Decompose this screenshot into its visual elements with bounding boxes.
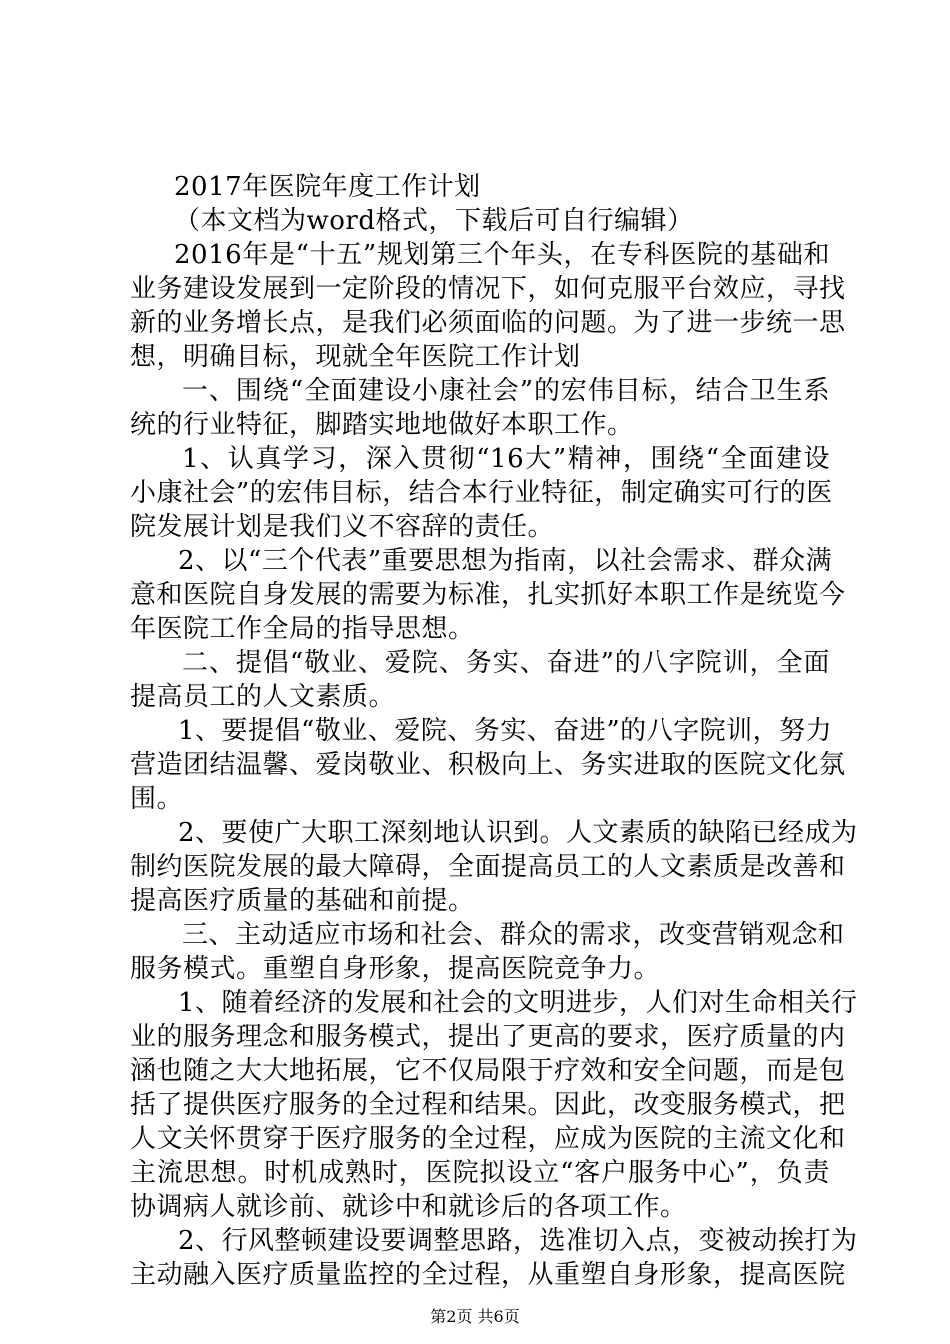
text-line: （本文档为word格式，下载后可自行编辑） (174, 206, 694, 236)
text-line: 1、随着经济的发展和社会的文明进步，人们对生命相关行 (178, 988, 858, 1018)
text-line: 主动融入医疗质量监控的全过程，从重塑自身形象，提高医院 (130, 1260, 846, 1290)
text-line: 2、行风整顿建设要调整思路，选准切入点，变被动挨打为 (178, 1226, 858, 1256)
text-line: 小康社会”的宏伟目标，结合本行业特征，制定确实可行的医 (130, 478, 833, 508)
text-line: 三、主动适应市场和社会、群众的需求，改变营销观念和 (182, 920, 845, 950)
text-line: 2、要使广大职工深刻地认识到。人文素质的缺陷已经成为 (178, 818, 858, 848)
text-line: 院发展计划是我们义不容辞的责任。 (130, 512, 555, 542)
text-line: 业务建设发展到一定阶段的情况下，如何克服平台效应，寻找 (130, 274, 846, 304)
text-line: 服务模式。重塑自身形象，提高医院竞争力。 (130, 954, 661, 984)
text-line: 人文关怀贯穿于医疗服务的全过程，应成为医院的主流文化和 (130, 1124, 846, 1154)
text-line: 二、提倡“敬业、爱院、务实、奋进”的八字院训，全面 (182, 648, 830, 678)
text-line: 制约医院发展的最大障碍，全面提高员工的人文素质是改善和 (130, 852, 846, 882)
text-line: 括了提供医疗服务的全过程和结果。因此，改变服务模式，把 (130, 1090, 846, 1120)
text-line: 营造团结温馨、爱岗敬业、积极向上、务实进取的医院文化氛 (130, 750, 846, 780)
text-line: 2、以“三个代表”重要思想为指南，以社会需求、群众满 (178, 546, 833, 576)
text-line: 1、要提倡“敬业、爱院、务实、奋进”的八字院训，努力 (178, 716, 833, 746)
text-line: 一、围绕“全面建设小康社会”的宏伟目标，结合卫生系 (182, 376, 830, 406)
text-line: 业的服务理念和服务模式，提出了更高的要求，医疗质量的内 (130, 1022, 846, 1052)
document-body (130, 170, 858, 1292)
text-line: 意和医院自身发展的需要为标准，扎实抓好本职工作是统览今 (130, 580, 846, 610)
text-line: 2016年是“十五”规划第三个年头，在专科医院的基础和 (174, 240, 830, 270)
page-footer (0, 1304, 950, 1327)
text-line: 主流思想。时机成熟时，医院拟设立“客户服务中心”，负责 (130, 1158, 830, 1188)
text-line: 新的业务增长点，是我们必须面临的问题。为了进一步统一思 (130, 308, 846, 338)
text-line: 提高员工的人文素质。 (130, 682, 396, 712)
page-number-label: 第2页 共6页 (430, 1307, 520, 1326)
text-line: 围。 (130, 784, 184, 814)
text-line: 涵也随之大大地拓展，它不仅局限于疗效和安全问题，而是包 (130, 1056, 846, 1086)
text-line: 想，明确目标，现就全年医院工作计划 (130, 342, 581, 372)
text-line: 提高医疗质量的基础和前提。 (130, 886, 475, 916)
text-line: 1、认真学习，深入贯彻“16大”精神，围绕“全面建设 (182, 444, 830, 474)
text-line: 统的行业特征，脚踏实地地做好本职工作。 (130, 410, 634, 440)
text-line: 2017年医院年度工作计划 (174, 172, 481, 202)
text-line: 协调病人就诊前、就诊中和就诊后的各项工作。 (130, 1192, 687, 1222)
text-line: 年医院工作全局的指导思想。 (130, 614, 475, 644)
